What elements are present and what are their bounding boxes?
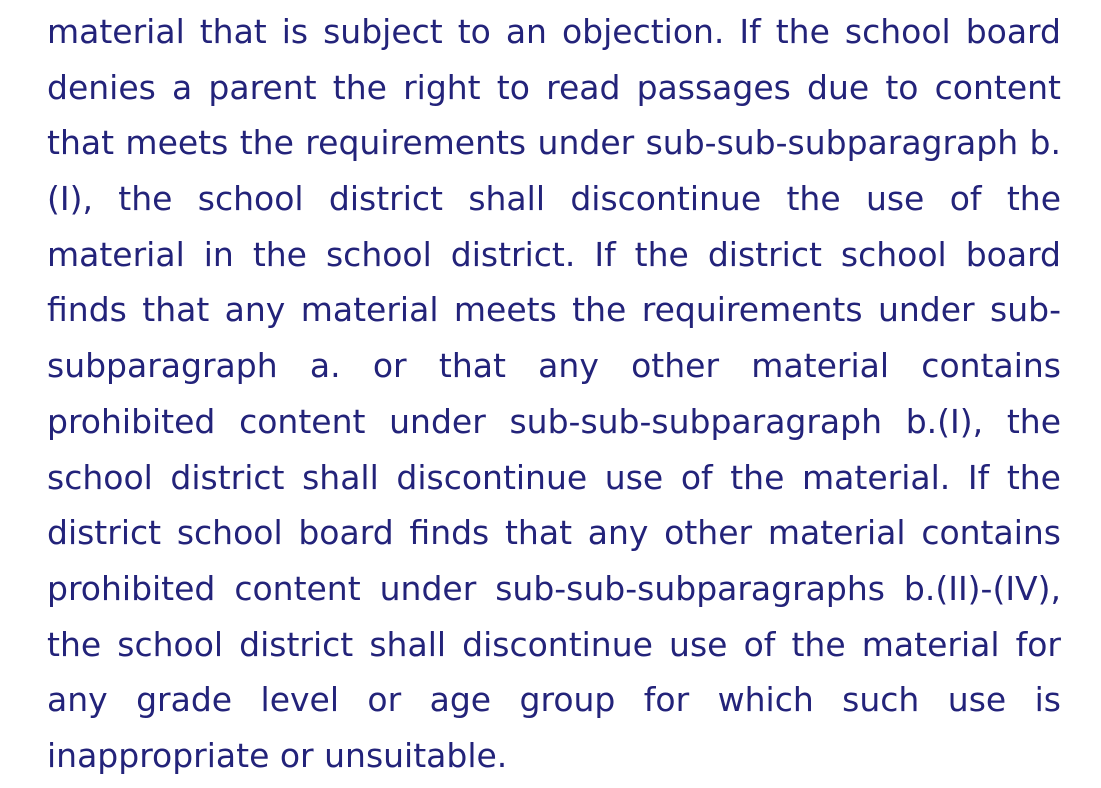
text-line: district school board finds that any other material contains [47,513,1061,553]
text-line: finds that any material meets the requirements under sub- [47,290,1061,330]
text-line: inappropriate or unsuitable. [47,735,508,775]
text-line: (I), the school district shall discontinue the use of the [47,179,1061,219]
paragraph [47,4,1061,784]
text-line: material in the school district. If the district school board [47,234,1061,274]
text-line: that meets the requirements under sub-sub-subparagraph b. [47,123,1061,163]
text-line: prohibited content under sub-sub-subparagraph b.(I), the [47,401,1061,441]
text-line: denies a parent the right to read passages due to content [47,67,1061,107]
text-line: school district shall discontinue use of the material. If the [47,457,1061,497]
text-line: material that is subject to an objection. If the school board [47,12,1061,51]
text-line: any grade level or age group for which such use is [47,680,1061,720]
document-page [47,4,1061,784]
text-line: the school district shall discontinue use of the material for [47,624,1061,664]
text-line: subparagraph a. or that any other material contains [47,346,1061,386]
text-line: prohibited content under sub-sub-subparagraphs b.(II)-(IV), [47,568,1061,608]
